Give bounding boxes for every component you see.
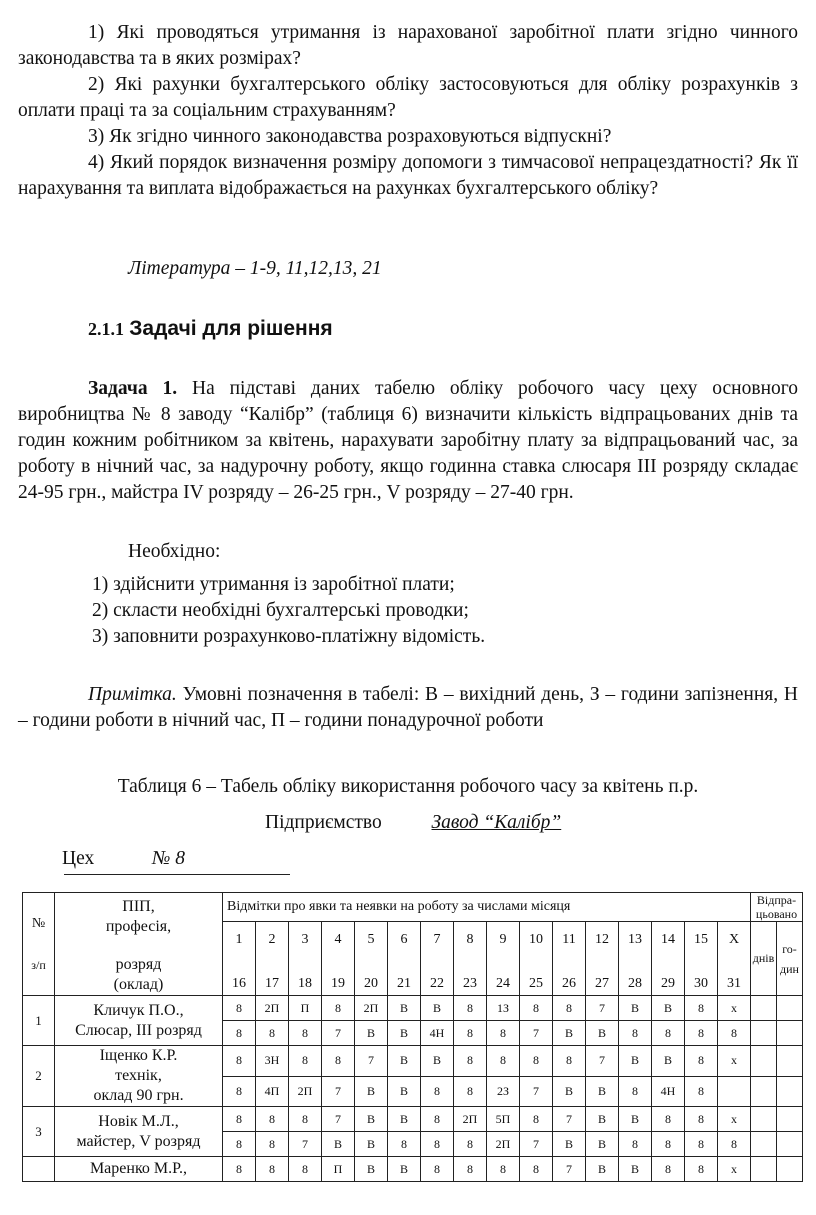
day-number: 26 bbox=[553, 958, 586, 996]
attendance-cell: 8 bbox=[487, 1021, 520, 1046]
attendance-cell: х bbox=[718, 996, 751, 1021]
attendance-cell: 8 bbox=[454, 1132, 487, 1157]
attendance-cell: В bbox=[619, 1046, 652, 1077]
attendance-cell: 8 bbox=[289, 1021, 322, 1046]
attendance-cell: 2П bbox=[454, 1107, 487, 1132]
employee-name bbox=[55, 996, 223, 1046]
attendance-cell: В bbox=[322, 1132, 355, 1157]
attendance-cell: В bbox=[553, 1076, 586, 1107]
day-number: 20 bbox=[355, 958, 388, 996]
employee-name-line: Новік М.Л., bbox=[98, 1112, 179, 1130]
day-number: 31 bbox=[718, 958, 751, 996]
attendance-cell: 7 bbox=[520, 1076, 553, 1107]
attendance-cell: 8 bbox=[520, 996, 553, 1021]
attendance-cell: 8 bbox=[421, 1107, 454, 1132]
question-text: Які проводяться утримання із нарахованої заробітної плати згідно чинного законодавства та в яких розмірах? bbox=[18, 22, 799, 69]
attendance-cell: 7 bbox=[553, 1107, 586, 1132]
day-number: 1 bbox=[223, 922, 256, 959]
header-name-line: (оклад) bbox=[113, 976, 164, 993]
row-number bbox=[23, 1157, 55, 1182]
attendance-cell: 4Н bbox=[421, 1021, 454, 1046]
question-1 bbox=[18, 20, 798, 72]
attendance-cell: В bbox=[619, 996, 652, 1021]
attendance-cell: 8 bbox=[454, 1046, 487, 1077]
attendance-cell: 7 bbox=[322, 1107, 355, 1132]
header-name bbox=[55, 893, 223, 996]
attendance-cell: 8 bbox=[520, 1107, 553, 1132]
attendance-cell: 8 bbox=[454, 1157, 487, 1182]
day-number: 13 bbox=[619, 922, 652, 959]
note-text: Умовні позначення в табелі: В – вихідний день, З – години запізнення, Н – години роботи в нічний час, П – години понадурочної роботи bbox=[18, 684, 799, 731]
section-heading bbox=[88, 316, 333, 341]
worked-hours-cell bbox=[777, 1076, 803, 1107]
day-number: 6 bbox=[388, 922, 421, 959]
header-name-line: професія, bbox=[105, 918, 172, 935]
attendance-cell: 7 bbox=[289, 1132, 322, 1157]
worked-hours-cell bbox=[777, 1157, 803, 1182]
question-number: 2) bbox=[88, 74, 105, 95]
enterprise-value: Завод “Калібр” bbox=[431, 812, 562, 833]
attendance-cell: 7 bbox=[586, 1046, 619, 1077]
attendance-cell: 7 bbox=[520, 1132, 553, 1157]
attendance-cell: 8 bbox=[223, 1076, 256, 1107]
question-4 bbox=[18, 150, 798, 202]
employee-name-line: технік, bbox=[115, 1067, 162, 1084]
attendance-cell: 8 bbox=[454, 1021, 487, 1046]
section-number: 2.1.1 bbox=[88, 319, 124, 339]
task-text: На підставі даних табелю обліку робочого часу цеху основного виробництва № 8 заводу “Калібр” (таблиця 6) визначити кількість відпрацьованих днів та годин кожним робітником за квітень, нарахувати заробітну плату за відпрацьований час, за роботу в нічний час, за надурочну роботу, якщо годинна ставка слюсаря ІІІ розряду складає 24-95 грн., майстра IV розряду – 26-25 грн., V розряду – 27-40 грн. bbox=[18, 378, 799, 503]
day-number: 17 bbox=[256, 958, 289, 996]
table-row bbox=[23, 996, 803, 1021]
attendance-cell: В bbox=[652, 996, 685, 1021]
attendance-cell: В bbox=[388, 1021, 421, 1046]
attendance-cell: 8 bbox=[256, 1132, 289, 1157]
note-paragraph bbox=[18, 682, 798, 734]
attendance-cell: 2З bbox=[487, 1076, 520, 1107]
step-number: 1) bbox=[92, 574, 109, 595]
header-row bbox=[23, 893, 803, 922]
worked-days-cell bbox=[751, 1046, 777, 1077]
attendance-cell: 8 bbox=[619, 1132, 652, 1157]
attendance-cell: 2П bbox=[256, 996, 289, 1021]
attendance-cell: 8 bbox=[718, 1021, 751, 1046]
attendance-cell: 3Н bbox=[256, 1046, 289, 1077]
table-row bbox=[23, 1157, 803, 1182]
header-name-line: ПІП, bbox=[122, 898, 155, 915]
attendance-cell: В bbox=[388, 1046, 421, 1077]
header-number bbox=[23, 893, 55, 996]
worked-hours-cell bbox=[777, 996, 803, 1021]
attendance-cell: 8 bbox=[223, 1021, 256, 1046]
timesheet-table bbox=[22, 892, 803, 1182]
attendance-cell: 2П bbox=[487, 1132, 520, 1157]
day-number: 23 bbox=[454, 958, 487, 996]
step-3 bbox=[92, 626, 485, 648]
header-days: днів bbox=[751, 922, 777, 996]
attendance-cell: 8 bbox=[388, 1132, 421, 1157]
enterprise-label: Підприємство bbox=[265, 812, 382, 833]
task-1-paragraph bbox=[18, 376, 798, 506]
employee-name-line: Маренко М.Р., bbox=[89, 1160, 188, 1177]
attendance-cell: 8 bbox=[520, 1046, 553, 1077]
worked-days-cell bbox=[751, 996, 777, 1021]
employee-name bbox=[55, 1107, 223, 1157]
worked-days-cell bbox=[751, 1076, 777, 1107]
day-number: 22 bbox=[421, 958, 454, 996]
attendance-cell: х bbox=[718, 1157, 751, 1182]
row-number: 3 bbox=[23, 1107, 55, 1157]
header-hours bbox=[777, 922, 803, 996]
day-number: 14 bbox=[652, 922, 685, 959]
attendance-cell: 8 bbox=[223, 1157, 256, 1182]
employee-name-line: майстер, V розряд bbox=[76, 1132, 201, 1150]
day-number: 10 bbox=[520, 922, 553, 959]
step-number: 2) bbox=[92, 600, 109, 621]
attendance-cell: 8 bbox=[289, 1107, 322, 1132]
day-number: 12 bbox=[586, 922, 619, 959]
day-number: 11 bbox=[553, 922, 586, 959]
attendance-cell: 8 bbox=[652, 1132, 685, 1157]
attendance-cell: 7 bbox=[322, 1021, 355, 1046]
shop-line bbox=[62, 848, 185, 870]
day-number: 30 bbox=[685, 958, 718, 996]
attendance-cell: 7 bbox=[586, 996, 619, 1021]
attendance-cell: 8 bbox=[223, 1107, 256, 1132]
day-number: Х bbox=[718, 922, 751, 959]
worked-hours-cell bbox=[777, 1132, 803, 1157]
header-worked bbox=[751, 893, 803, 922]
day-number: 5 bbox=[355, 922, 388, 959]
attendance-cell: В bbox=[388, 1107, 421, 1132]
attendance-cell: В bbox=[355, 1132, 388, 1157]
question-text: Який порядок визначення розміру допомоги з тимчасової непрацездатності? Як її нарахування та виплата відображається на рахунках бухгалтерського обліку? bbox=[18, 152, 798, 199]
worked-hours-cell bbox=[777, 1046, 803, 1077]
section-title: Задачі для рішення bbox=[129, 317, 333, 340]
step-2 bbox=[92, 600, 469, 622]
question-number: 1) bbox=[88, 22, 105, 43]
question-3 bbox=[18, 124, 798, 150]
attendance-cell: В bbox=[553, 1132, 586, 1157]
attendance-cell: 7 bbox=[553, 1157, 586, 1182]
note-label: Примітка. bbox=[88, 684, 177, 705]
table-caption: Таблиця 6 – Табель обліку використання робочого часу за квітень п.р. bbox=[117, 776, 699, 797]
attendance-cell: х bbox=[718, 1107, 751, 1132]
attendance-cell: 8 bbox=[685, 1157, 718, 1182]
header-hours-line: го- bbox=[782, 941, 797, 956]
required-label: Необхідно: bbox=[128, 541, 221, 562]
attendance-cell: 8 bbox=[553, 1046, 586, 1077]
attendance-cell: В bbox=[388, 996, 421, 1021]
attendance-cell: 8 bbox=[685, 1076, 718, 1107]
day-number: 24 bbox=[487, 958, 520, 996]
attendance-cell: 8 bbox=[487, 1046, 520, 1077]
attendance-cell: П bbox=[289, 996, 322, 1021]
day-number: 16 bbox=[223, 958, 256, 996]
header-hours-line: дин bbox=[780, 961, 799, 976]
employee-name bbox=[55, 1046, 223, 1107]
attendance-cell: В bbox=[553, 1021, 586, 1046]
attendance-cell: 4Н bbox=[652, 1076, 685, 1107]
step-text: скласти необхідні бухгалтерські проводки; bbox=[113, 600, 469, 621]
day-number: 28 bbox=[619, 958, 652, 996]
attendance-cell: 8 bbox=[223, 1132, 256, 1157]
day-number: 4 bbox=[322, 922, 355, 959]
header-worked-line: Відпра- bbox=[756, 893, 797, 907]
employee-name bbox=[55, 1157, 223, 1182]
attendance-cell: 8 bbox=[421, 1157, 454, 1182]
employee-name-line: Кличук П.О., bbox=[93, 1001, 184, 1019]
attendance-cell: 5П bbox=[487, 1107, 520, 1132]
header-marks: Відмітки про явки та неявки на роботу за числами місяця bbox=[223, 893, 751, 922]
attendance-cell: 8 bbox=[322, 996, 355, 1021]
day-number: 29 bbox=[652, 958, 685, 996]
attendance-cell: В bbox=[586, 1021, 619, 1046]
attendance-cell: 8 bbox=[619, 1021, 652, 1046]
attendance-cell: 4П bbox=[256, 1076, 289, 1107]
attendance-cell: 8 bbox=[718, 1132, 751, 1157]
worked-days-cell bbox=[751, 1107, 777, 1132]
literature-reference: Література – 1-9, 11,12,13, 21 bbox=[128, 258, 382, 279]
attendance-cell: В bbox=[586, 1157, 619, 1182]
attendance-cell: 7 bbox=[355, 1046, 388, 1077]
attendance-cell: 8 bbox=[619, 1076, 652, 1107]
attendance-cell: 8 bbox=[289, 1046, 322, 1077]
attendance-cell: х bbox=[718, 1046, 751, 1077]
question-text: Як згідно чинного законодавства розраховуються відпускні? bbox=[109, 126, 612, 147]
attendance-cell: В bbox=[652, 1046, 685, 1077]
day-number: 8 bbox=[454, 922, 487, 959]
day-number: 3 bbox=[289, 922, 322, 959]
attendance-cell: 8 bbox=[421, 1076, 454, 1107]
attendance-cell: 8 bbox=[454, 996, 487, 1021]
employee-name-line: Іщенко К.Р. bbox=[99, 1047, 178, 1064]
attendance-cell: 8 bbox=[652, 1107, 685, 1132]
header-worked-line: цьовано bbox=[755, 907, 798, 921]
row-number: 2 bbox=[23, 1046, 55, 1107]
attendance-cell: 8 bbox=[652, 1157, 685, 1182]
day-number: 2 bbox=[256, 922, 289, 959]
step-text: заповнити розрахунково-платіжну відомість. bbox=[113, 626, 486, 647]
worked-hours-cell bbox=[777, 1021, 803, 1046]
attendance-cell: В bbox=[619, 1157, 652, 1182]
attendance-cell: П bbox=[322, 1157, 355, 1182]
attendance-cell: В bbox=[619, 1107, 652, 1132]
shop-value: № 8 bbox=[151, 848, 185, 869]
attendance-cell: 8 bbox=[421, 1132, 454, 1157]
step-number: 3) bbox=[92, 626, 109, 647]
attendance-cell: В bbox=[355, 1157, 388, 1182]
enterprise-line bbox=[265, 812, 561, 834]
attendance-cell: 8 bbox=[256, 1021, 289, 1046]
day-number: 7 bbox=[421, 922, 454, 959]
worked-days-cell bbox=[751, 1132, 777, 1157]
attendance-cell: 8 bbox=[685, 1107, 718, 1132]
day-number: 9 bbox=[487, 922, 520, 959]
attendance-cell: В bbox=[355, 1021, 388, 1046]
attendance-cell: В bbox=[586, 1132, 619, 1157]
step-text: здійснити утримання із заробітної плати; bbox=[113, 574, 455, 595]
attendance-cell: 8 bbox=[454, 1076, 487, 1107]
attendance-cell: 8 bbox=[256, 1157, 289, 1182]
day-number: 19 bbox=[322, 958, 355, 996]
worked-days-cell bbox=[751, 1021, 777, 1046]
shop-underline bbox=[64, 874, 290, 875]
attendance-cell: В bbox=[388, 1076, 421, 1107]
attendance-cell: 8 bbox=[685, 996, 718, 1021]
attendance-cell: 8 bbox=[685, 1132, 718, 1157]
step-1 bbox=[92, 574, 455, 596]
header-number-sub: з/п bbox=[31, 957, 46, 972]
attendance-cell: В bbox=[388, 1157, 421, 1182]
worked-days-cell bbox=[751, 1157, 777, 1182]
task-label: Задача 1. bbox=[88, 378, 178, 399]
employee-name-line: Слюсар, ІІІ розряд bbox=[75, 1021, 202, 1039]
row-number: 1 bbox=[23, 996, 55, 1046]
attendance-cell: 2П bbox=[355, 996, 388, 1021]
attendance-cell: 8 bbox=[520, 1157, 553, 1182]
employee-name-line: оклад 90 грн. bbox=[93, 1087, 184, 1104]
attendance-cell: 8 bbox=[322, 1046, 355, 1077]
attendance-cell: В bbox=[586, 1107, 619, 1132]
attendance-cell: 8 bbox=[685, 1046, 718, 1077]
shop-label: Цех bbox=[62, 848, 95, 869]
question-number: 3) bbox=[88, 126, 105, 147]
attendance-cell: 8 bbox=[553, 996, 586, 1021]
attendance-cell: В bbox=[421, 996, 454, 1021]
attendance-cell: 7 bbox=[520, 1021, 553, 1046]
attendance-cell: 8 bbox=[223, 1046, 256, 1077]
attendance-cell: 8 bbox=[289, 1157, 322, 1182]
attendance-cell: В bbox=[421, 1046, 454, 1077]
attendance-cell: В bbox=[355, 1076, 388, 1107]
attendance-cell: 8 bbox=[652, 1021, 685, 1046]
attendance-cell: 8 bbox=[256, 1107, 289, 1132]
attendance-cell: 8 bbox=[223, 996, 256, 1021]
attendance-cell: В bbox=[586, 1076, 619, 1107]
day-number: 25 bbox=[520, 958, 553, 996]
attendance-cell: 1З bbox=[487, 996, 520, 1021]
attendance-cell: 8 bbox=[487, 1157, 520, 1182]
attendance-cell: 2П bbox=[289, 1076, 322, 1107]
day-number: 18 bbox=[289, 958, 322, 996]
day-number: 15 bbox=[685, 922, 718, 959]
table-row bbox=[23, 1046, 803, 1077]
attendance-cell: 7 bbox=[322, 1076, 355, 1107]
attendance-cell bbox=[718, 1076, 751, 1107]
attendance-cell: В bbox=[355, 1107, 388, 1132]
question-2 bbox=[18, 72, 798, 124]
question-number: 4) bbox=[88, 152, 105, 173]
table-row bbox=[23, 1107, 803, 1132]
attendance-cell: 8 bbox=[685, 1021, 718, 1046]
day-number: 27 bbox=[586, 958, 619, 996]
header-name-line: розряд bbox=[115, 956, 162, 973]
day-number: 21 bbox=[388, 958, 421, 996]
question-text: Які рахунки бухгалтерського обліку застосовуються для обліку розрахунків з оплати праці та за соціальним страхуванням? bbox=[18, 74, 798, 121]
worked-hours-cell bbox=[777, 1107, 803, 1132]
header-number-label: № bbox=[31, 915, 46, 931]
